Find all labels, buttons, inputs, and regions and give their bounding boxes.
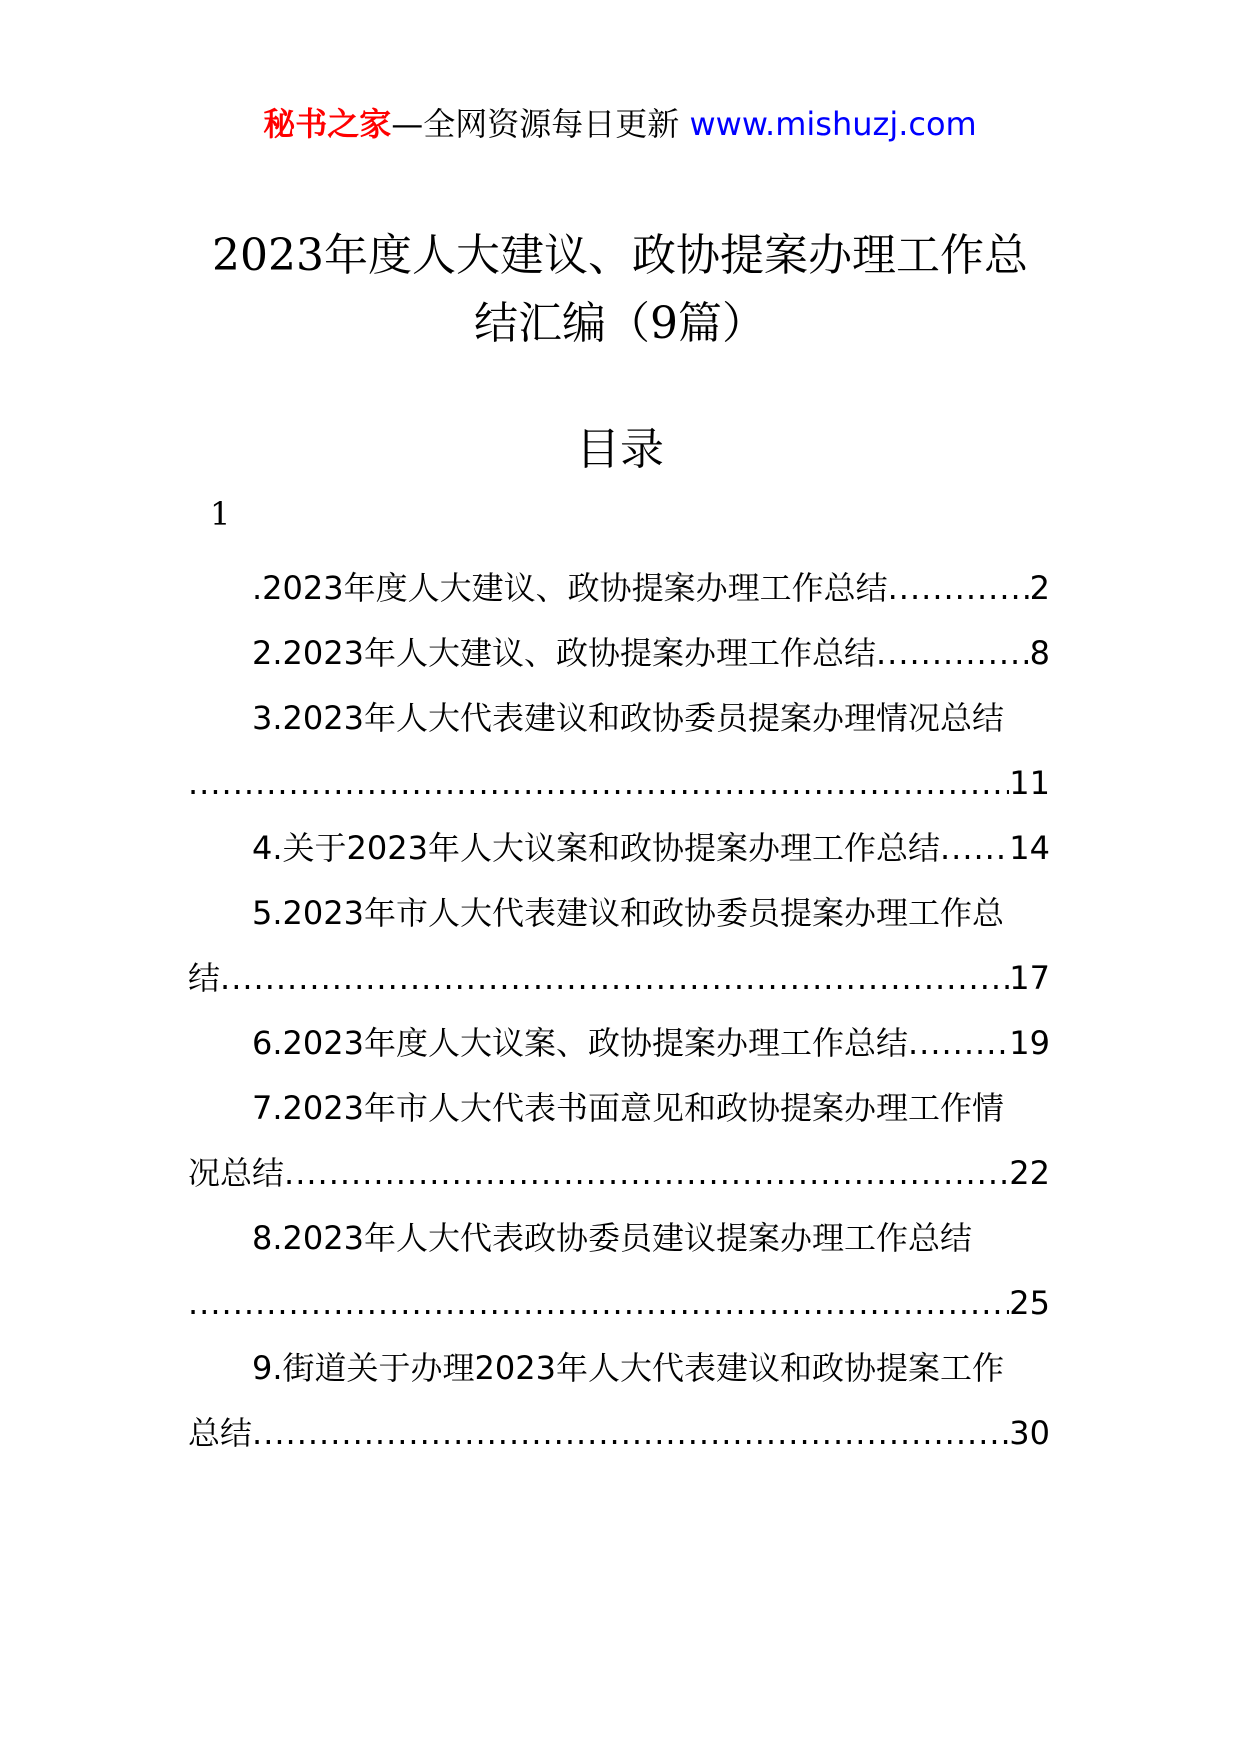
toc-entry-title: 6.2023年度人大议案、政协提案办理工作总结 [252, 1024, 908, 1062]
toc-leader-dots [876, 621, 1030, 686]
toc-entry[interactable] [188, 1336, 1050, 1466]
toc-entry-title: .2023年度人大建议、政协提案办理工作总结 [252, 569, 888, 607]
toc-leader-dots [888, 556, 1030, 621]
toc-entry-page: 30 [1009, 1414, 1050, 1452]
brand-name: 秘书之家 [263, 105, 392, 143]
toc-entry-page: 8 [1029, 634, 1050, 672]
toc-entry-page: 17 [1009, 959, 1050, 997]
toc-entry[interactable] [188, 556, 1050, 621]
toc-leader-dots [220, 946, 1009, 1011]
toc-entry-page: 22 [1009, 1154, 1050, 1192]
document-title [160, 222, 1080, 358]
stray-page-number: 1 [210, 495, 231, 533]
toc-entry-page: 25 [1009, 1284, 1050, 1322]
document-title-line-1: 2023年度人大建议、政协提案办理工作总 [212, 230, 1028, 281]
toc-entry-title: 8.2023年人大代表政协委员建议提案办理工作总结 [252, 1219, 972, 1257]
toc-entry[interactable] [188, 1011, 1050, 1076]
toc-entry-title: 4.关于2023年人大议案和政协提案办理工作总结 [252, 829, 940, 867]
toc-entry-title-cont: 结 [188, 959, 221, 997]
toc-leader-dots [284, 1141, 1009, 1206]
toc-entry[interactable] [188, 686, 1050, 816]
toc-entry-title: 7.2023年市人大代表书面意见和政协提案办理工作情 [252, 1089, 1004, 1127]
toc-entry[interactable] [188, 816, 1050, 881]
site-header [0, 100, 1240, 148]
toc-entry-page: 14 [1009, 829, 1050, 867]
document-title-line-2: 结汇编（9篇） [474, 298, 766, 349]
toc-entry-title: 2.2023年人大建议、政协提案办理工作总结 [252, 634, 876, 672]
table-of-contents [188, 556, 1050, 1466]
toc-entry[interactable] [188, 1206, 1050, 1336]
toc-leader-dots [252, 1401, 1009, 1466]
toc-leader-dots [908, 1011, 1009, 1076]
toc-entry[interactable] [188, 1076, 1050, 1206]
toc-entry-page: 11 [1009, 764, 1050, 802]
toc-entry-title: 5.2023年市人大代表建议和政协委员提案办理工作总 [252, 894, 1004, 932]
toc-leader-dots [188, 1271, 1009, 1336]
header-tagline: —全网资源每日更新 [391, 105, 690, 143]
toc-entry-page: 2 [1029, 569, 1050, 607]
toc-entry-title: 3.2023年人大代表建议和政协委员提案办理情况总结 [252, 699, 1004, 737]
toc-entry[interactable] [188, 881, 1050, 1011]
toc-entry-title-cont: 况总结 [188, 1154, 285, 1192]
toc-entry-title-cont: 总结 [188, 1414, 253, 1452]
toc-entry[interactable] [188, 621, 1050, 686]
toc-heading: 目录 [576, 424, 664, 475]
toc-entry-page: 19 [1009, 1024, 1050, 1062]
toc-entry-title: 9.街道关于办理2023年人大代表建议和政协提案工作 [252, 1349, 1004, 1387]
toc-leader-dots [940, 816, 1009, 881]
site-url-link[interactable]: www.mishuzj.com [689, 105, 977, 143]
toc-leader-dots [188, 751, 1009, 816]
